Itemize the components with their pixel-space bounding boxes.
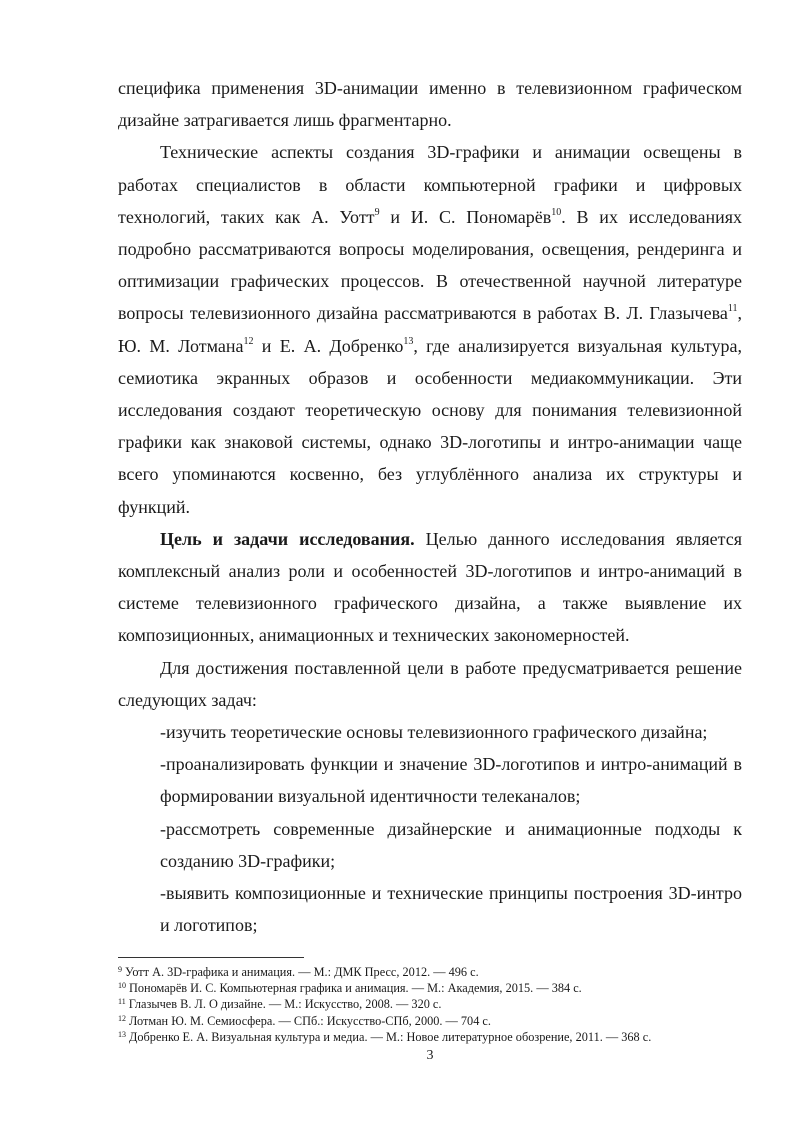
footnote-number: 11 [118,997,126,1007]
paragraph-text: и И. С. Пономарёв [379,206,552,227]
footnote-number: 12 [118,1013,126,1023]
paragraph-technical-aspects [118,136,742,522]
footnote-number: 13 [118,1029,126,1039]
footnote-13 [118,1029,758,1045]
footnote-text: Уотт А. 3D-графика и анимация. — М.: ДМК Пресс, 2012. — 496 с. [125,965,479,979]
paragraph-text: и Е. А. Добренко [253,335,404,356]
task-list-item: -выявить композиционные и технические принципы построения 3D-интро и логотипов; [160,883,742,936]
footnote-separator [118,957,304,958]
footnote-ref-10: 10 [551,206,562,218]
footnote-text: Добренко Е. А. Визуальная культура и медиа. — М.: Новое литературное обозрение, 2011. — 368 с. [129,1029,652,1044]
footnote-11 [118,996,758,1012]
footnote-ref-11: 11 [727,303,738,315]
paragraph-text: , где анализируется визуальная культура, семиотика экранных образов и особенности медиакоммуникации. Эти исследования создают теоретическую основу для понимания телевизионной графики как знаковой системы, однако 3D-логотипы и интро-анимации чаще всего упоминаются косвенно, без углублённого анализа их структуры и функций. [118,335,742,517]
task-list-item: -изучить теоретические основы телевизионного графического дизайна; [160,722,708,743]
paragraph-tasks-intro: Для достижения поставленной цели в работе предусматривается решение следующих задач: [118,657,742,710]
section-heading-inline: Цель и задачи исследования. [160,528,415,549]
body-text [118,72,742,941]
paragraph-text: Технические аспекты создания 3D-графики и анимации освещены в работах специалистов в области компьютерной графики и цифровых технологий, таких как А. Уотт [118,142,742,227]
paragraph-continuation: специфика применения 3D-анимации именно в телевизионном графическом дизайне затрагивается лишь фрагментарно. [118,78,742,131]
footnote-text: Пономарёв И. С. Компьютерная графика и анимация. — М.: Академия, 2015. — 384 с. [129,981,582,996]
footnote-text: Лотман Ю. М. Семиосфера. — СПб.: Искусство-СПб, 2000. — 704 с. [129,1013,491,1028]
footnote-ref-9: 9 [374,206,380,218]
task-list-item: -проанализировать функции и значение 3D-логотипов и интро-анимаций в формировании визуальной идентичности телеканалов; [160,754,742,807]
paragraph-text: , Ю. М. Лотмана [118,303,742,356]
task-list-item: -рассмотреть современные дизайнерские и анимационные подходы к созданию 3D-графики; [160,818,742,871]
footnote-ref-13: 13 [403,335,414,347]
footnote-10 [118,980,758,996]
footnote-12 [118,1013,758,1029]
footnote-text: Глазычев В. Л. О дизайне. — М.: Искусство, 2008. — 320 с. [128,997,442,1012]
paragraph-text: . В их исследованиях подробно рассматриваются вопросы моделирования, освещения, рендеринга и оптимизации графических процессов. В отечественной научной литературе вопросы телевизионного дизайна рассматриваются в работах В. Л. Глазычева [118,206,742,324]
footnote-number: 9 [118,965,122,974]
paragraph-goals [118,523,742,652]
footnote-9 [118,964,758,980]
footnote-ref-12: 12 [243,335,254,347]
footnotes [118,964,758,1045]
page-number: 3 [426,1048,434,1063]
paragraph-text: Целью данного исследования является комплексный анализ роли и особенностей 3D-логотипов и интро-анимаций в системе телевизионного графического дизайна, а также выявление их композиционных, анимационных и технических закономерностей. [118,528,742,646]
footnote-number: 10 [118,981,126,991]
